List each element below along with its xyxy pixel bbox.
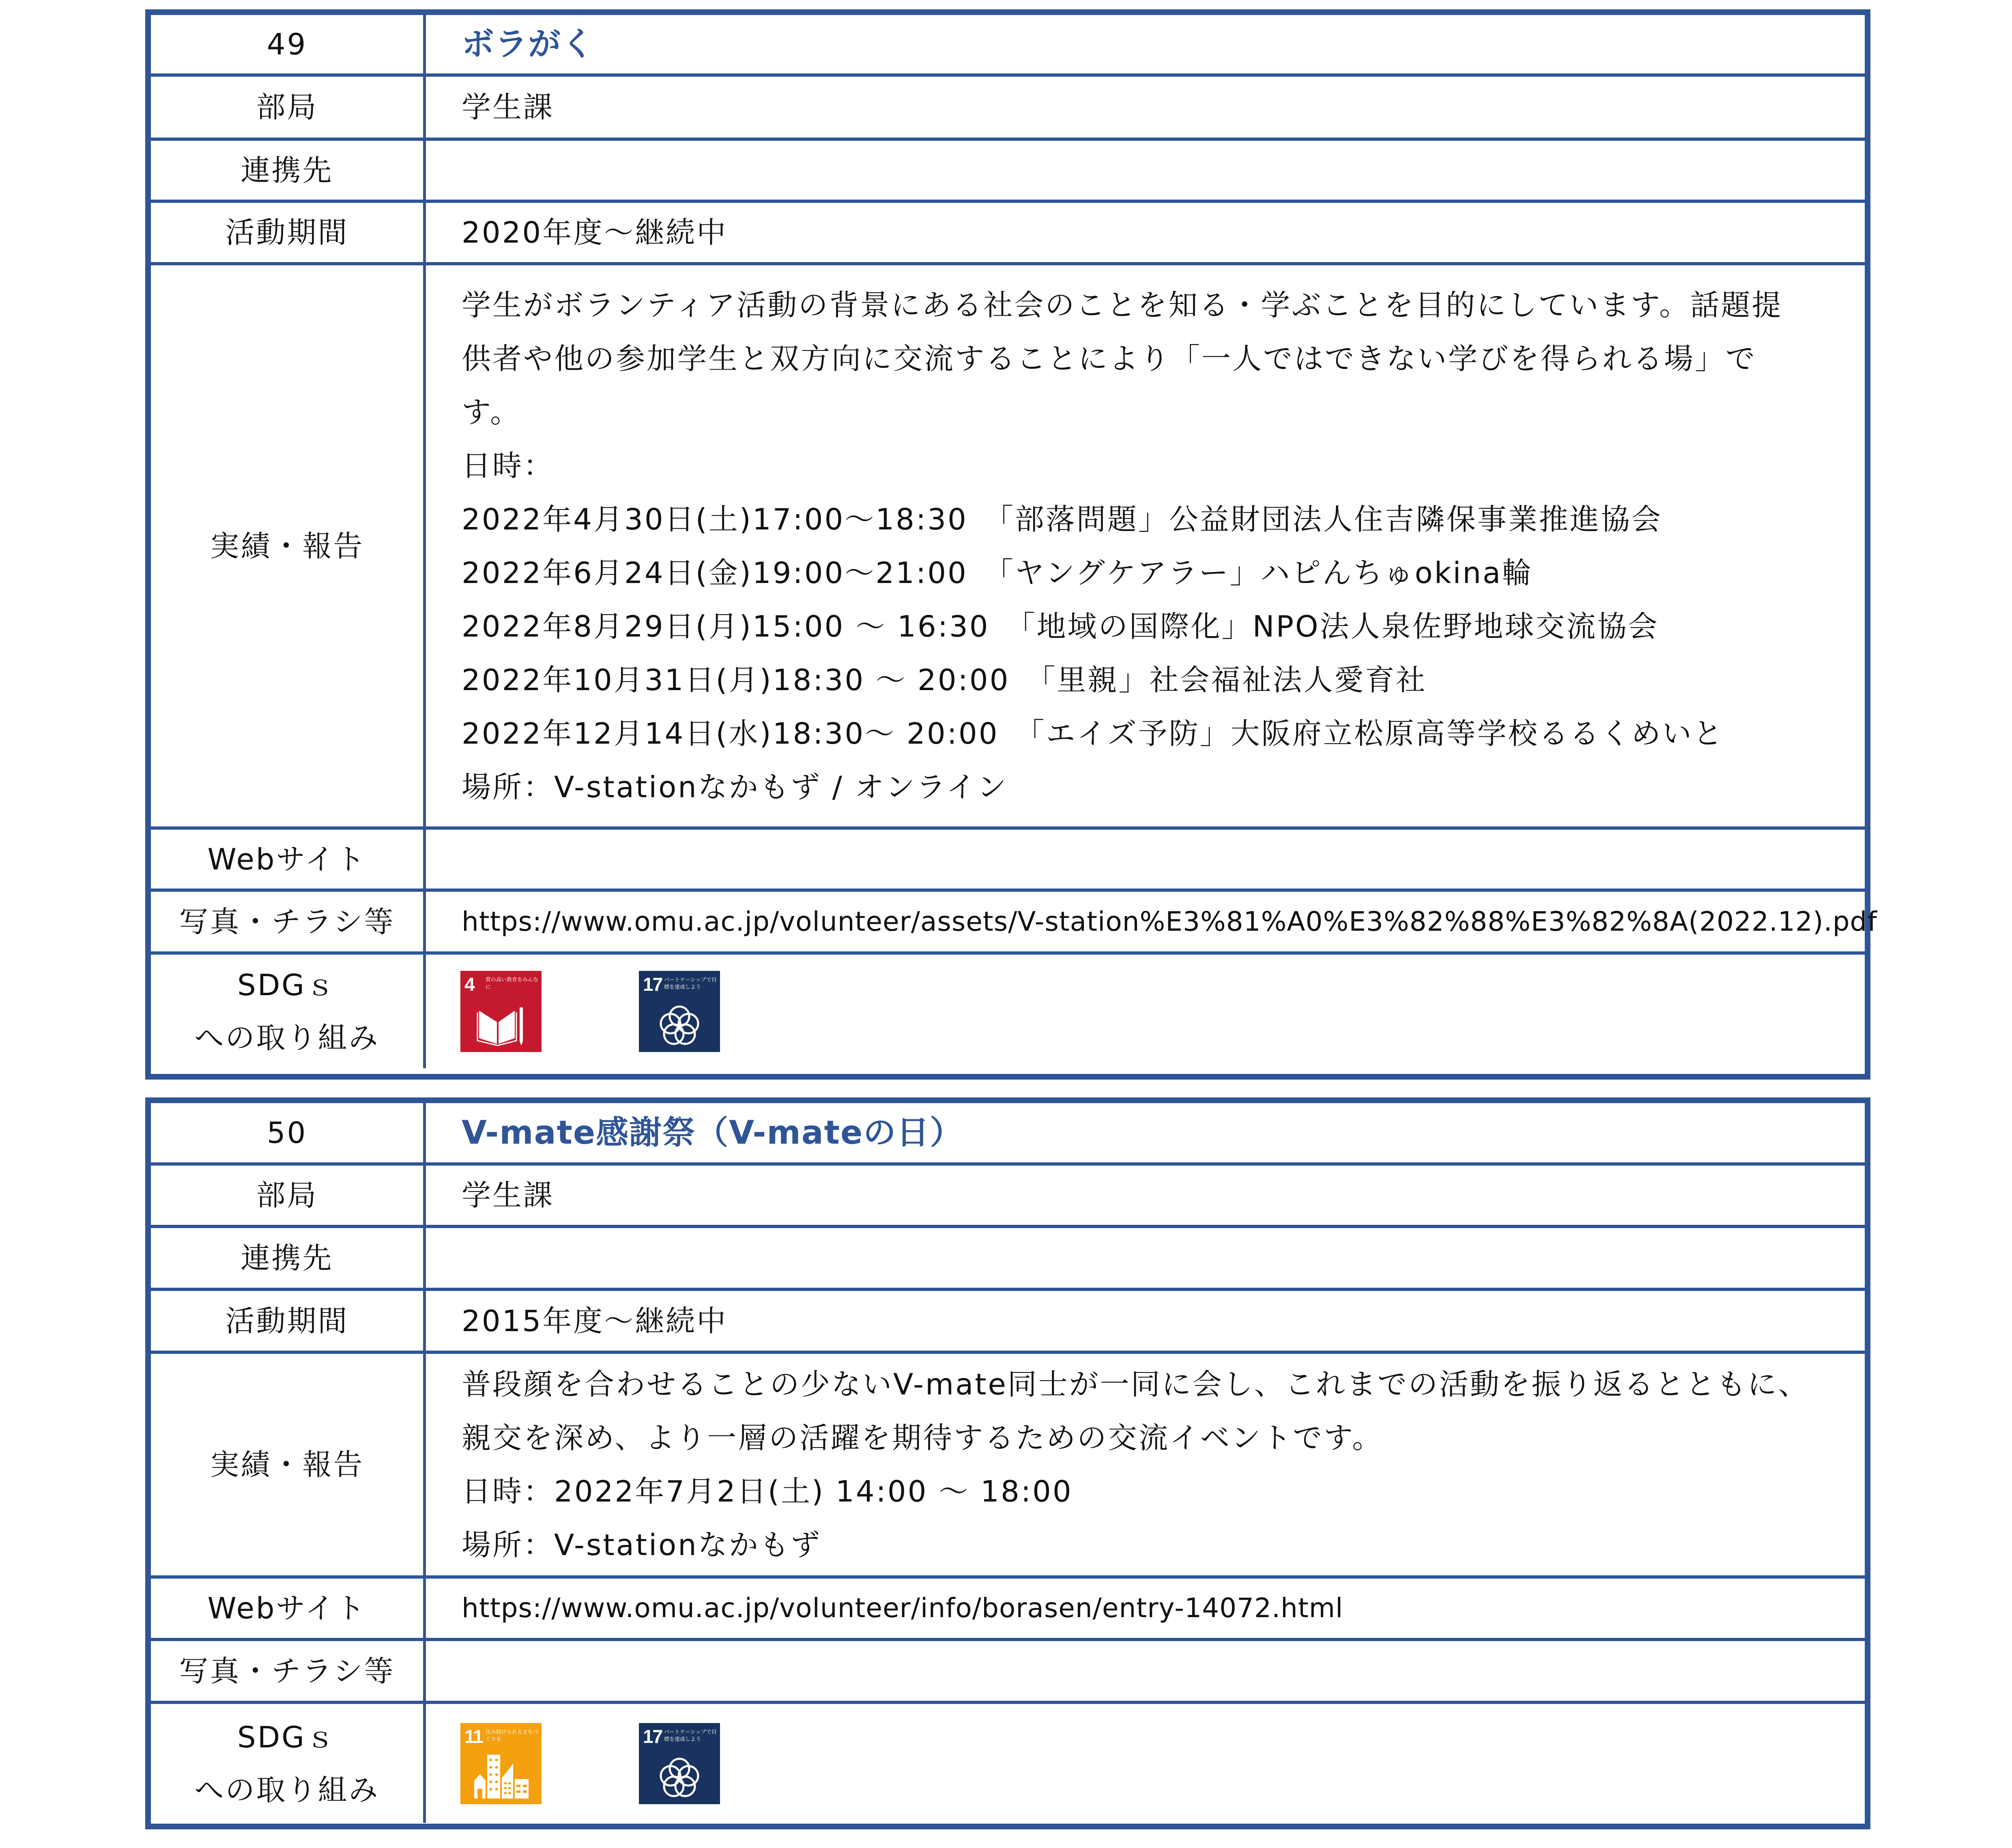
- record-number-text: 49: [267, 27, 307, 61]
- value-department: 学生課: [462, 90, 555, 124]
- label-photos: 写真・チラシ等: [151, 1641, 426, 1701]
- book-pencil-icon: [460, 1007, 542, 1046]
- label-sdgs-line2: への取り組み: [194, 1021, 380, 1055]
- sdg-caption: 質の高い教育をみんなに: [486, 977, 539, 990]
- value-report: [426, 265, 1865, 826]
- sdg-icon-list: [426, 1723, 1840, 1804]
- record-title-cell: [426, 15, 1865, 73]
- record-number: [151, 1103, 426, 1162]
- five-rings-flower-icon: [639, 1756, 720, 1799]
- value-sdgs: [426, 955, 1865, 1068]
- report-line: 2022年12月14日(水)18:30～ 20:00 「エイズ予防」大阪府立松原高等学校るるくめいと: [462, 716, 1724, 751]
- row-report: [151, 262, 1865, 826]
- record-title: ボラがく: [462, 25, 595, 63]
- label-partner: 連携先: [151, 1228, 426, 1288]
- report-line: 供者や他の参加学生と双方向に交流することにより「一人ではできない学びを得られる場」で: [462, 341, 1757, 376]
- row-partner: [151, 1225, 1865, 1288]
- value-period: 2020年度～継続中: [462, 215, 728, 250]
- row-photos: [151, 1638, 1865, 1701]
- value-report: [426, 1354, 1865, 1575]
- label-department: 部局: [151, 1166, 426, 1225]
- report-line: す。: [462, 395, 521, 429]
- row-department: [151, 1162, 1865, 1225]
- report-line: 普段顔を合わせることの少ないV-mate同士が一同に会し、これまでの活動を振り返るとともに、: [462, 1367, 1809, 1401]
- label-website: Webサイト: [151, 830, 426, 889]
- label-period: 活動期間: [151, 1291, 426, 1351]
- sdg-4-quality-education-icon: [460, 971, 542, 1052]
- report-line: 日時：: [462, 448, 555, 483]
- report-line: 2022年6月24日(金)19:00～21:00 「ヤングケアラー」ハピんちゅokina輪: [462, 555, 1533, 590]
- value-photos: [426, 1641, 1865, 1701]
- label-website: Webサイト: [151, 1579, 426, 1638]
- row-period: [151, 1288, 1865, 1351]
- value-partner: [426, 141, 1865, 200]
- row-report: [151, 1351, 1865, 1575]
- sdg-number: 17: [643, 974, 662, 995]
- label-sdgs-line1: SDGｓ: [237, 968, 337, 1002]
- report-line: 親交を深め、より一層の活躍を期待するための交流イベントです。: [462, 1421, 1383, 1455]
- record-table-50: [145, 1097, 1870, 1829]
- sdg-icon-list: [426, 971, 1840, 1052]
- report-line: 2022年8月29日(月)15:00 ～ 16:30 「地域の国際化」NPO法人泉佐野地球交流協会: [462, 609, 1659, 643]
- label-partner: 連携先: [151, 141, 426, 200]
- record-number-text: 50: [267, 1116, 307, 1150]
- label-sdgs-line1: SDGｓ: [237, 1720, 337, 1754]
- value-website: [426, 830, 1865, 889]
- sdg-number: 4: [464, 974, 474, 995]
- row-website: [151, 826, 1865, 889]
- value-department: 学生課: [462, 1178, 555, 1212]
- row-sdgs: [151, 951, 1865, 1068]
- label-report: 実績・報告: [151, 1354, 426, 1575]
- row-department: [151, 73, 1865, 138]
- report-line: 場所：V-stationなかもず: [462, 1528, 821, 1562]
- sdg-11-sustainable-cities-icon: [460, 1723, 542, 1804]
- value-website-link[interactable]: https://www.omu.ac.jp/volunteer/info/borasen/entry-14072.html: [462, 1592, 1343, 1624]
- record-number: [151, 15, 426, 73]
- report-line: 学生がボランティア活動の背景にある社会のことを知る・学ぶことを目的にしています。話題提: [462, 288, 1783, 322]
- row-website: [151, 1575, 1865, 1638]
- sdg-caption: パートナーシップで目標を達成しよう: [664, 977, 717, 990]
- sdg-number: 11: [464, 1725, 483, 1747]
- label-report: 実績・報告: [151, 265, 426, 826]
- value-partner: [426, 1228, 1865, 1288]
- row-header: [151, 1103, 1865, 1162]
- value-period: 2015年度～継続中: [462, 1304, 728, 1338]
- report-line: 2022年10月31日(月)18:30 ～ 20:00 「里親」社会福祉法人愛育社: [462, 663, 1427, 697]
- sdg-number: 17: [643, 1725, 662, 1747]
- label-photos: 写真・チラシ等: [151, 892, 426, 951]
- record-table-49: [145, 9, 1877, 1080]
- row-partner: [151, 138, 1865, 200]
- value-photos-link[interactable]: https://www.omu.ac.jp/volunteer/assets/V-station%E3%81%A0%E3%82%88%E3%82%8A(2022.12).pdf: [462, 906, 1877, 937]
- report-line: 2022年4月30日(土)17:00～18:30 「部落問題」公益財団法人住吉隣保事業推進協会: [462, 502, 1662, 536]
- row-period: [151, 200, 1865, 262]
- label-sdgs-line2: への取り組み: [194, 1773, 380, 1807]
- sdg-17-partnerships-icon: [639, 1723, 720, 1804]
- label-sdgs: [151, 955, 426, 1068]
- sdg-caption: パートナーシップで目標を達成しよう: [664, 1729, 717, 1743]
- label-department: 部局: [151, 77, 426, 138]
- sdg-17-partnerships-icon: [639, 971, 720, 1052]
- row-header: [151, 15, 1865, 73]
- label-period: 活動期間: [151, 203, 426, 262]
- report-line: 日時：2022年7月2日(土) 14:00 ～ 18:00: [462, 1474, 1073, 1508]
- row-photos: [151, 889, 1877, 951]
- label-sdgs: [151, 1704, 426, 1823]
- value-sdgs: [426, 1704, 1865, 1823]
- city-buildings-icon: [460, 1754, 542, 1799]
- sdg-caption: 住み続けられるまちづくりを: [486, 1729, 538, 1743]
- row-sdgs: [151, 1701, 1865, 1823]
- report-line: 場所：V-stationなかもず / オンライン: [462, 770, 1008, 804]
- record-title: V-mate感謝祭（V-mateの日）: [462, 1114, 963, 1151]
- record-title-cell: [426, 1103, 1865, 1162]
- five-rings-flower-icon: [639, 1004, 720, 1046]
